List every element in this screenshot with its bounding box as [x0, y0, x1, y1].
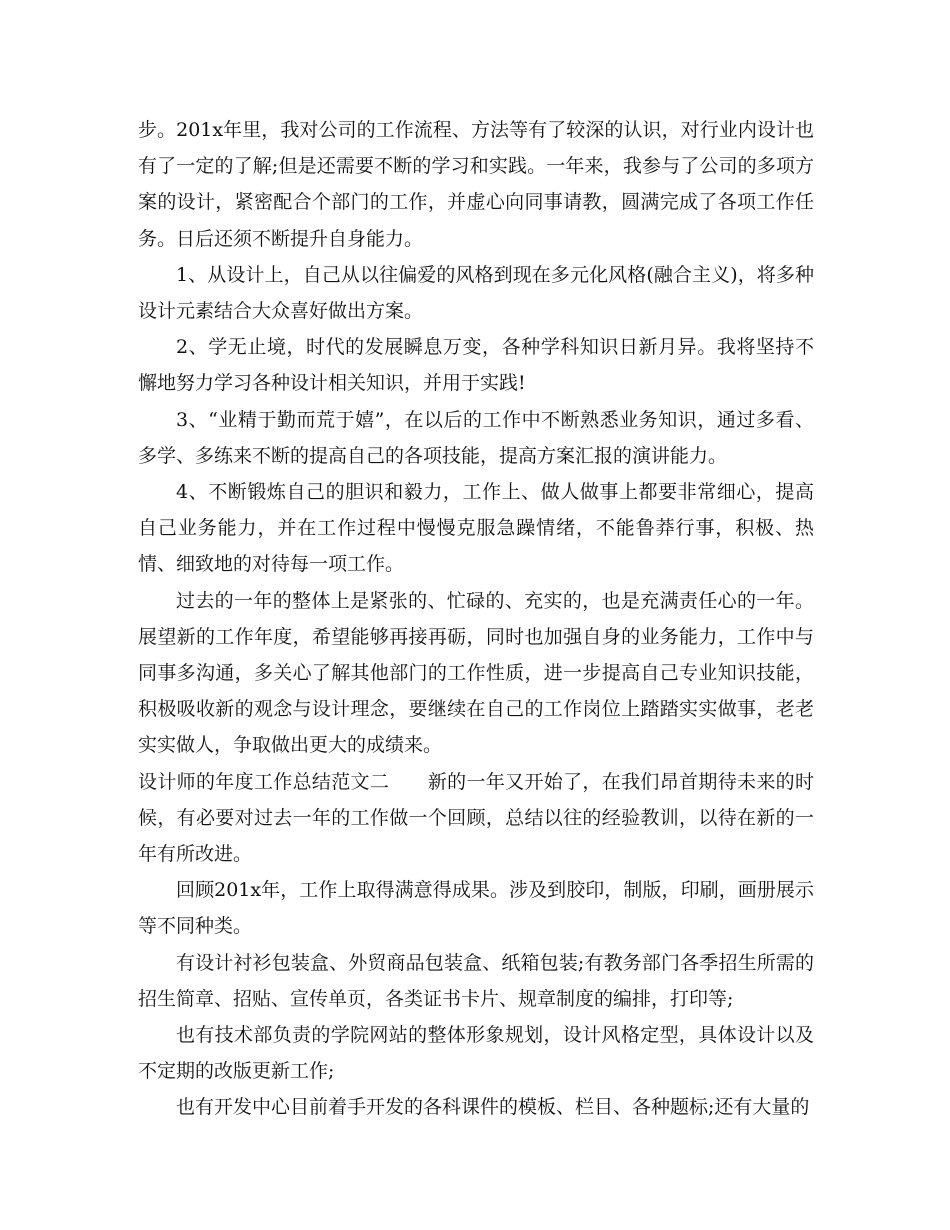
paragraph-point-3: 3、“业精于勤而荒于嬉”，在以后的工作中不断熟悉业务知识，通过多看、多学、多练来不断的提高自己的各项技能，提高方案汇报的演讲能力。: [138, 408, 814, 467]
paragraph-point-4: 4、不断锻炼自己的胆识和毅力，工作上、做人做事上都要非常细心，提高自己业务能力，并在工作过程中慢慢克服急躁情绪，不能鲁莽行事，积极、热情、细致地的对待每一项工作。: [138, 481, 814, 576]
paragraph-packaging: 有设计衬衫包装盒、外贸商品包装盒、纸箱包装;有教务部门各季招生所需的招生简章、招贴、宣传单页，各类证书卡片、规章制度的编排，打印等;: [138, 951, 814, 1010]
paragraph-point-1: 1、从设计上，自己从以往偏爱的风格到现在多元化风格(融合主义)，将多种设计元素结合大众喜好做出方案。: [138, 263, 814, 323]
paragraph-courseware: 也有开发中心目前着手开发的各科课件的模板、栏目、各种题标;还有大量的: [176, 1096, 810, 1119]
paragraph-intro-continuation: 步。201x年里，我对公司的工作流程、方法等有了较深的认识，对行业内设计也有了一定的了解;但是还需要不断的学习和实践。一年来，我参与了公司的多项方案的设计，紧密配合个部门的工作，并虚心向同事请教，圆满完成了各项工作任务。日后还须不断提升自身能力。: [138, 119, 814, 250]
paragraph-section-two-heading: 设计师的年度工作总结范文二 新的一年又开始了，在我们昂首期待未来的时候，有必要对过去一年的工作做一个回顾，总结以往的经验教训，以待在新的一年有所改进。: [138, 770, 814, 866]
paragraph-review: 回顾201x年，工作上取得满意得成果。涉及到胶印，制版，印刷，画册展示等不同种类。: [138, 879, 814, 938]
paragraph-conclusion: 过去的一年的整体上是紧张的、忙碌的、充实的，也是充满责任心的一年。展望新的工作年度，希望能够再接再砺，同时也加强自身的业务能力，工作中与同事多沟通，多关心了解其他部门的工作性质，进一步提高自己专业知识技能，积极吸收新的观念与设计理念，要继续在自己的工作岗位上踏踏实实做事，老老实实做人，争取做出更大的成绩来。: [138, 589, 814, 757]
document-body: [138, 112, 814, 1126]
paragraph-website: 也有技术部负责的学院网站的整体形象规划，设计风格定型，具体设计以及不定期的改版更新工作;: [138, 1024, 814, 1083]
paragraph-point-2: 2、学无止境，时代的发展瞬息万变，各种学科知识日新月异。我将坚持不懈地努力学习各种设计相关知识，并用于实践!: [138, 336, 814, 395]
